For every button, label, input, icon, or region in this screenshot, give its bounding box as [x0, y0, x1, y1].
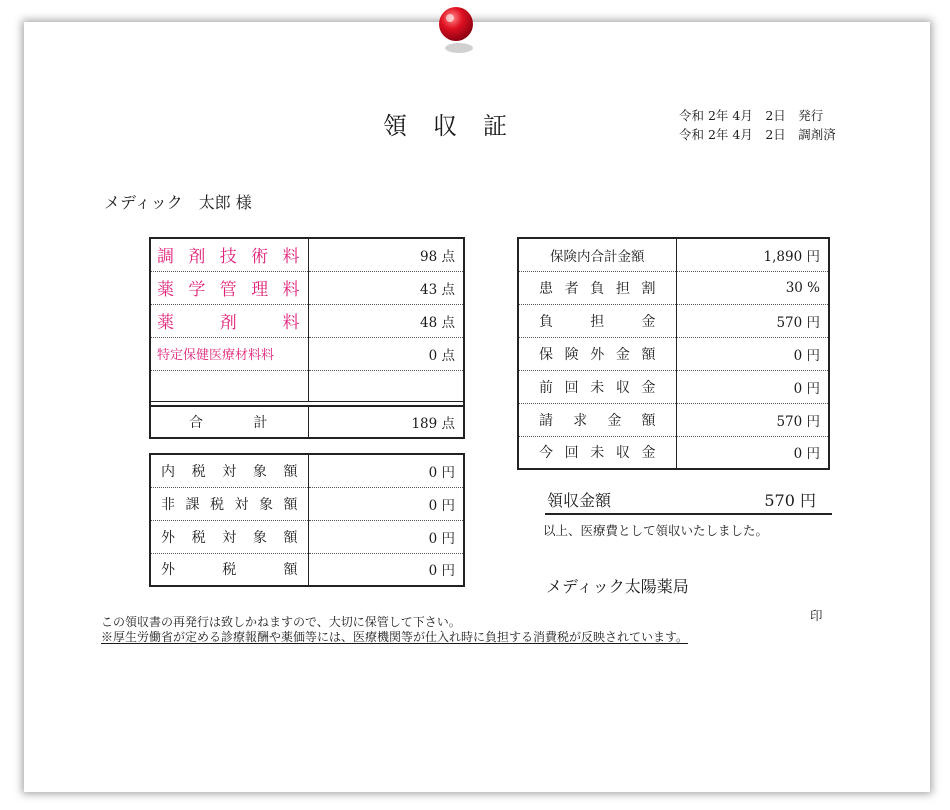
- table-row: [150, 238, 464, 271]
- table-row: [518, 403, 829, 436]
- insurance-label-text: 請 求 金 額: [539, 412, 656, 429]
- empty-cell: [308, 370, 464, 401]
- table-row: [518, 337, 829, 370]
- insurance-label-text: 今 回 未 収 金: [539, 445, 656, 462]
- tax-label: [150, 520, 308, 553]
- table-row: [518, 238, 829, 271]
- dispense-date: 令和 2年 4月 2日 調剤済: [679, 127, 836, 142]
- reissue-note: この領収書の再発行は致しかねますので、大切に保管して下さい。: [101, 615, 461, 629]
- fee-label: 特定保健医療材料料: [150, 337, 308, 370]
- table-row: [518, 436, 829, 469]
- tax-table: [149, 453, 465, 587]
- fee-label: [150, 271, 308, 304]
- table-row: [518, 304, 829, 337]
- insurance-label: [518, 403, 676, 436]
- total-label: [150, 406, 308, 438]
- insurance-label: [518, 370, 676, 403]
- table-row: [150, 487, 464, 520]
- fee-value: 48 点: [308, 304, 464, 337]
- fee-value: 98 点: [420, 248, 455, 265]
- received-amount-label: 領収金額: [547, 491, 612, 510]
- received-amount-value: 570 円: [764, 491, 816, 510]
- tax-label: [150, 454, 308, 487]
- insurance-label-text: 患 者 負 担 割: [539, 280, 656, 297]
- receipt-dates: [679, 106, 836, 144]
- table-row: [518, 370, 829, 403]
- tax-label: [150, 487, 308, 520]
- fee-points-table: [149, 237, 465, 439]
- pharmacy-name: メディック太陽薬局: [546, 577, 689, 596]
- push-pin-icon: [432, 2, 484, 58]
- table-row: [150, 553, 464, 586]
- insurance-label: [518, 238, 676, 271]
- insurance-value: 30 %: [676, 271, 829, 304]
- tax-label-text: 非 課 税 対 象 額: [161, 496, 298, 513]
- fee-label-text: 調 剤 技 術 料: [157, 247, 300, 268]
- tax-label-text: 内 税 対 象 額: [161, 463, 298, 480]
- received-amount: [545, 488, 832, 515]
- tax-note: ※厚生労働省が定める診療報酬や薬価等には、医療機関等が仕入れ時に負担する消費税が反映されています。: [101, 630, 689, 644]
- insurance-label: [518, 436, 676, 469]
- tax-label: [150, 553, 308, 586]
- seal-mark: 印: [810, 608, 823, 623]
- table-row: [150, 271, 464, 304]
- fee-label-text: 薬 剤 料: [157, 313, 300, 333]
- table-row: [150, 337, 464, 370]
- insurance-label-text: 保 険 内 合 計 金 額: [550, 248, 645, 265]
- tax-value: 0 円: [428, 464, 455, 481]
- table-row-total: [150, 406, 464, 438]
- tax-label-text: 外 税 額: [161, 562, 298, 579]
- insurance-value: 0 円: [676, 337, 829, 370]
- fee-label: [150, 238, 308, 271]
- table-row: [150, 304, 464, 337]
- empty-cell: [150, 370, 308, 401]
- tax-label-text: 外 税 対 象 額: [161, 529, 298, 546]
- table-row: [150, 454, 464, 487]
- insurance-label: [518, 304, 676, 337]
- receipt-title: 領収証: [383, 112, 533, 140]
- insurance-table: [517, 237, 830, 470]
- insurance-value: 0 円: [676, 370, 829, 403]
- table-row: [150, 520, 464, 553]
- fee-label-text: 薬 学 管 理 料: [157, 280, 300, 300]
- fee-value: 0 点: [308, 337, 464, 370]
- insurance-label: [518, 337, 676, 370]
- insurance-label-text: 保 険 外 金 額: [539, 346, 656, 363]
- total-label-text: 合 計: [189, 415, 268, 431]
- table-row-empty: [150, 370, 464, 401]
- insurance-label-text: 前 回 未 収 金: [539, 379, 656, 396]
- insurance-value: 0 円: [676, 436, 829, 469]
- table-row: [518, 271, 829, 304]
- tax-value: 0 円: [308, 487, 464, 520]
- tax-value: 0 円: [308, 553, 464, 586]
- fee-label: [150, 304, 308, 337]
- total-value: 189 点: [308, 406, 464, 438]
- insurance-value: 570 円: [676, 304, 829, 337]
- issue-date: 令和 2年 4月 2日 発行: [679, 108, 824, 123]
- received-statement: 以上、医療費として領収いたしました。: [543, 523, 769, 538]
- patient-name: メディック 太郎 様: [104, 193, 252, 212]
- insurance-value: 1,890 円: [763, 248, 820, 265]
- insurance-value: 570 円: [676, 403, 829, 436]
- tax-value: 0 円: [308, 520, 464, 553]
- insurance-label: [518, 271, 676, 304]
- fee-value: 43 点: [308, 271, 464, 304]
- insurance-label-text: 負 担 金: [539, 313, 656, 330]
